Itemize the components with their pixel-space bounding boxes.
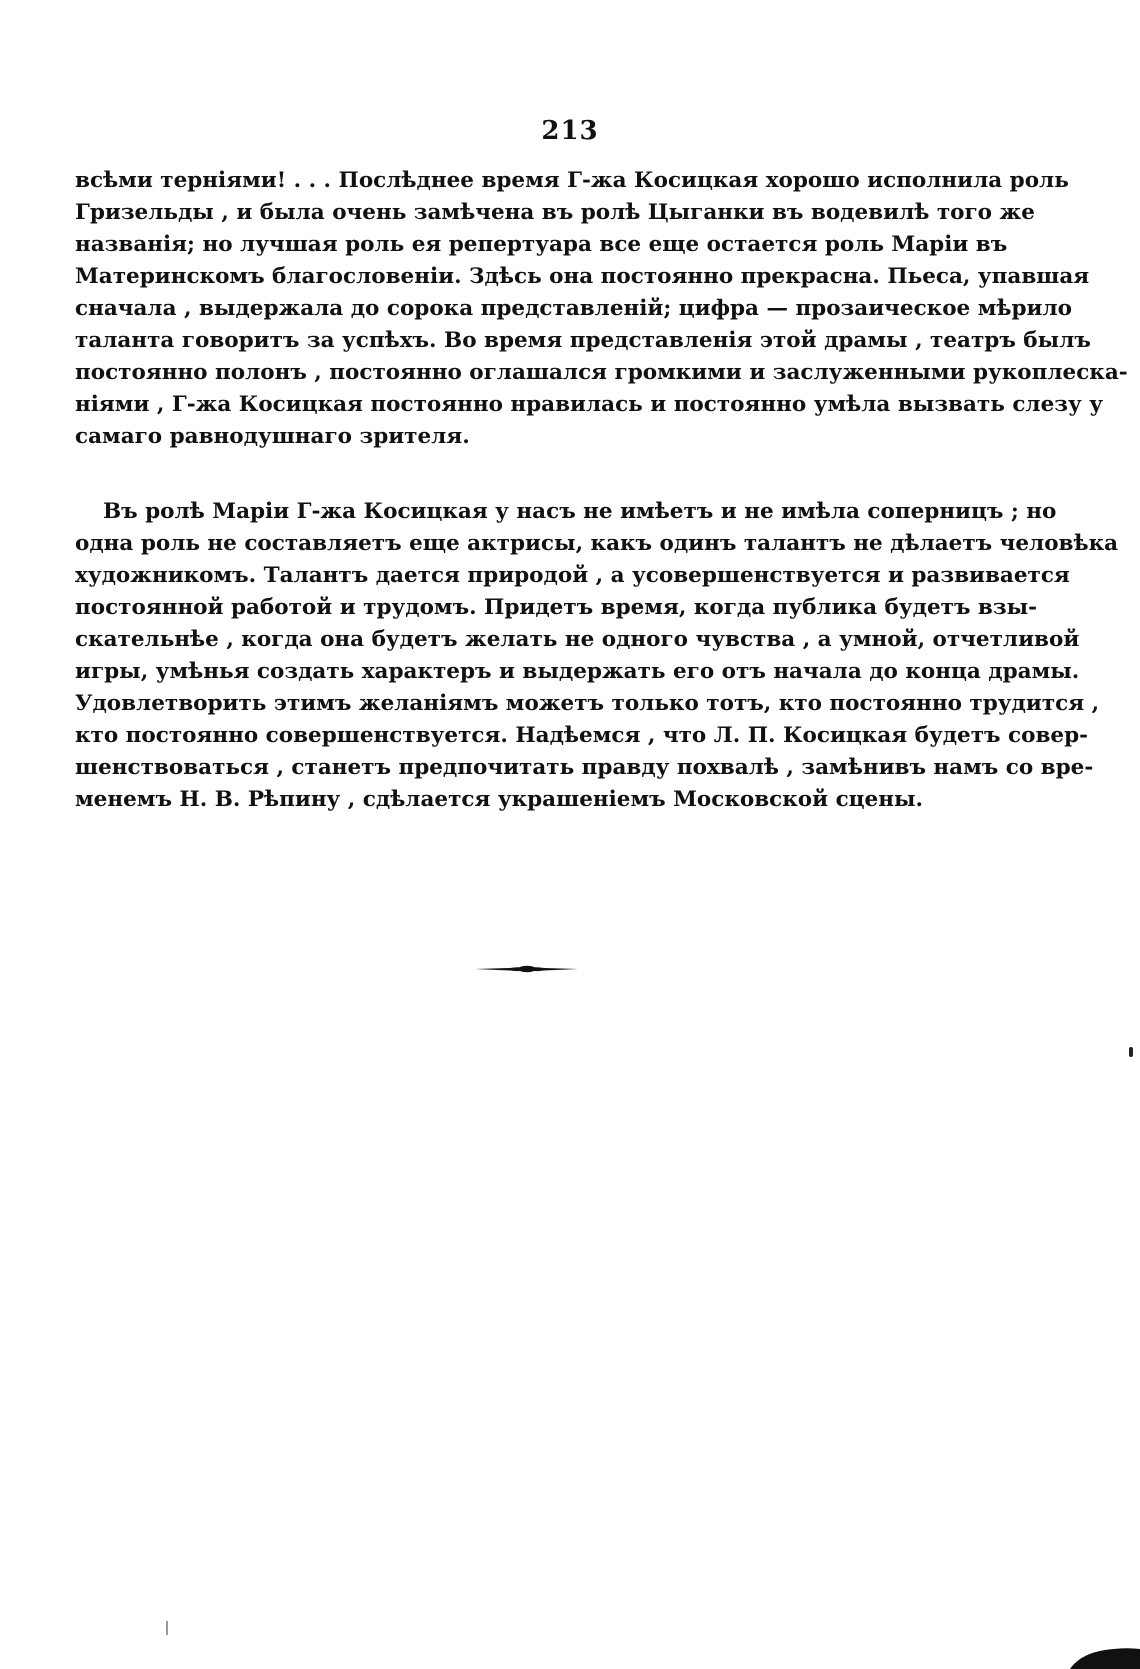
text-line: шенствоваться , станетъ предпочитать правду похвалѣ , замѣнивъ намъ со вре- <box>75 755 1094 780</box>
text-line: таланта говоритъ за успѣхъ. Во время представленія этой драмы , театръ былъ <box>75 328 1091 353</box>
text-line: постоянной работой и трудомъ. Придетъ время, когда публика будетъ взы- <box>75 595 1038 620</box>
text-line: Материнскомъ благословеніи. Здѣсь она постоянно прекрасна. Пьеса, упавшая <box>75 264 1090 289</box>
ink-speck <box>1129 1047 1133 1057</box>
corner-ink-mark <box>1070 1636 1140 1669</box>
paragraph-2 <box>75 496 1119 816</box>
end-ornament <box>475 963 578 975</box>
text-line: Гризельды , и была очень замѣчена въ ролѣ Цыганки въ водевилѣ того же <box>75 200 1035 225</box>
text-line: названія; но лучшая роль ея репертуара все еще остается роль Маріи въ <box>75 232 1008 257</box>
text-line: всѣми терніями! . . . Послѣднее время Г-жа Косицкая хорошо исполнила роль <box>75 168 1069 193</box>
text-line: самаго равнодушнаго зрителя. <box>75 424 470 449</box>
text-line: ніями , Г-жа Косицкая постоянно нравилась и постоянно умѣла вызвать слезу у <box>75 392 1103 417</box>
paragraph-1 <box>75 165 1128 453</box>
text-line: менемъ Н. В. Рѣпину , сдѣлается украшеніемъ Московской сцены. <box>75 787 923 812</box>
text-line: постоянно полонъ , постоянно оглашался громкими и заслуженными рукоплеска- <box>75 360 1128 385</box>
text-line: художникомъ. Талантъ дается природой , а усовершенствуется и развивается <box>75 563 1070 588</box>
text-line: Въ ролѣ Маріи Г-жа Косицкая у насъ не имѣетъ и не имѣла соперницъ ; но <box>103 499 1057 524</box>
text-line: скательнѣе , когда она будетъ желать не одного чувства , а умной, отчетливой <box>75 627 1080 652</box>
text-line: одна роль не составляетъ еще актрисы, какъ одинъ талантъ не дѣлаетъ человѣка <box>75 531 1119 556</box>
text-line: Удовлетворить этимъ желаніямъ можетъ только тотъ, кто постоянно трудится , <box>75 691 1100 716</box>
text-line: кто постоянно совершенствуется. Надѣемся , что Л. П. Косицкая будетъ совер- <box>75 723 1089 748</box>
text-line: сначала , выдержала до сорока представленій; цифра — прозаическое мѣрило <box>75 296 1072 321</box>
page-number: 213 <box>541 116 599 146</box>
ink-speck <box>166 1621 168 1635</box>
text-line: игры, умѣнья создать характеръ и выдержать его отъ начала до конца драмы. <box>75 659 1080 684</box>
